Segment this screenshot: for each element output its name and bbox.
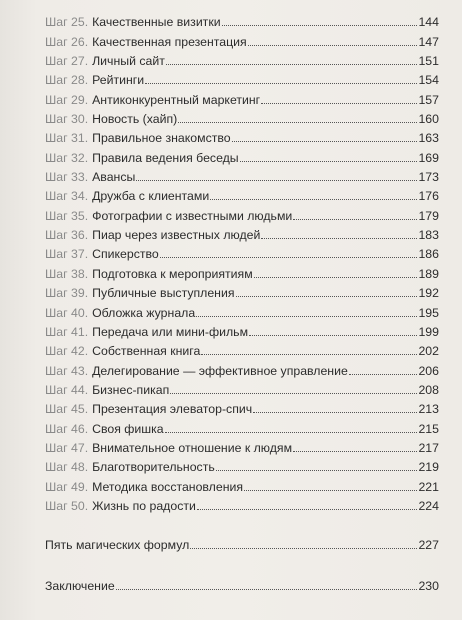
toc-entry — [45, 10, 439, 29]
toc-title: Пять магических формул — [45, 538, 190, 553]
toc-title: Фотографии с известными людьми — [92, 208, 293, 223]
toc-title: Подготовка к мероприятиям — [92, 266, 253, 281]
toc-entry — [45, 474, 439, 493]
toc-entry — [45, 281, 439, 300]
dot-leader — [232, 141, 418, 142]
toc-step-label: Шаг 46. — [45, 421, 89, 436]
toc-title: Пиар через известных людей — [92, 228, 261, 243]
dot-leader — [136, 180, 417, 181]
toc-step-label: Шаг 37. — [45, 247, 89, 262]
toc-step-label: Шаг 41. — [45, 324, 89, 339]
toc-entry — [45, 397, 439, 416]
toc-entry — [45, 455, 439, 474]
toc-title: Качественная презентация — [92, 34, 247, 49]
toc-page-number: 202 — [418, 344, 439, 359]
toc-step-label: Шаг 32. — [45, 150, 89, 165]
toc-entry — [45, 436, 439, 455]
toc-page-number: 206 — [418, 363, 439, 378]
toc-title: Правила ведения беседы — [92, 150, 239, 165]
toc-title: Авансы — [92, 170, 136, 185]
toc-page-number: 147 — [418, 34, 439, 49]
toc-title: Делегирование — эффективное управление — [92, 363, 348, 378]
toc-title: Личный сайт — [92, 54, 165, 69]
toc-title: Антиконкурентный маркетинг — [92, 92, 261, 107]
toc-title: Рейтинги — [92, 73, 145, 88]
toc-title: Правильное знакомство — [92, 131, 231, 146]
toc-entry — [45, 165, 439, 184]
toc-step-label: Шаг 27. — [45, 54, 89, 69]
dot-leader — [249, 335, 417, 336]
toc-page-number: 219 — [418, 460, 439, 475]
toc-page-number: 217 — [418, 440, 439, 455]
toc-entry — [45, 87, 439, 106]
toc-page-number: 224 — [418, 498, 439, 513]
dot-leader — [349, 374, 418, 375]
toc-step-label: Шаг 44. — [45, 382, 89, 397]
toc-page-number: 221 — [418, 479, 439, 494]
toc-title: Дружба с клиентами — [92, 189, 210, 204]
toc-step-label: Шаг 30. — [45, 112, 89, 127]
toc-step-label: Шаг 38. — [45, 266, 89, 281]
toc-title: Передача или мини-фильм — [92, 324, 249, 339]
dot-leader — [261, 238, 417, 239]
toc-entry — [45, 49, 439, 68]
toc-page-number: 215 — [418, 421, 439, 436]
toc-title: Собственная книга — [92, 344, 201, 359]
toc-title: Методика восстановления — [92, 479, 244, 494]
dot-leader — [240, 161, 418, 162]
toc-title: Публичные выступления — [92, 286, 235, 301]
toc-step-label: Шаг 48. — [45, 460, 89, 475]
toc-page-number: 230 — [418, 579, 439, 594]
dot-leader — [244, 490, 417, 491]
dot-leader — [210, 199, 417, 200]
toc-step-label: Шаг 42. — [45, 344, 89, 359]
toc-page-number: 186 — [418, 247, 439, 262]
dot-leader — [165, 432, 418, 433]
toc-page-number: 154 — [418, 73, 439, 88]
toc-page-number: 169 — [418, 150, 439, 165]
toc-page-number: 208 — [418, 382, 439, 397]
toc-title: Обложка журнала — [92, 305, 196, 320]
toc-entry — [45, 378, 439, 397]
toc-step-label: Шаг 36. — [45, 228, 89, 243]
toc-page-number: 151 — [418, 54, 439, 69]
toc-step-label: Шаг 49. — [45, 479, 89, 494]
toc-step-label: Шаг 45. — [45, 402, 89, 417]
toc-entry — [45, 29, 439, 48]
toc-step-label: Шаг 40. — [45, 305, 89, 320]
toc-title: Заключение — [45, 579, 115, 594]
dot-leader — [178, 122, 417, 123]
toc-page-number: 199 — [418, 324, 439, 339]
toc-step-label: Шаг 31. — [45, 131, 89, 146]
toc-page-number: 192 — [418, 286, 439, 301]
dot-leader — [293, 219, 417, 220]
toc-step-label: Шаг 33. — [45, 170, 89, 185]
dot-leader — [253, 412, 417, 413]
toc-page-number: 189 — [418, 266, 439, 281]
toc-entry — [45, 203, 439, 222]
toc-title: Бизнес-пикап — [92, 382, 170, 397]
dot-leader — [116, 589, 418, 590]
toc-step-label: Шаг 43. — [45, 363, 89, 378]
toc-title: Своя фишка — [92, 421, 164, 436]
toc-step-label: Шаг 50. — [45, 498, 89, 513]
toc-page-number: 163 — [418, 131, 439, 146]
toc-page-number: 227 — [418, 538, 439, 553]
toc-step-label: Шаг 35. — [45, 208, 89, 223]
dot-leader — [248, 45, 418, 46]
toc-title: Внимательное отношение к людям — [92, 440, 293, 455]
toc-entry — [45, 494, 439, 513]
toc-page-number: 213 — [418, 402, 439, 417]
toc-step-label: Шаг 25. — [45, 15, 89, 30]
dot-leader — [190, 548, 417, 549]
toc-entry — [45, 533, 439, 552]
toc-step-label: Шаг 26. — [45, 34, 89, 49]
toc-entry — [45, 184, 439, 203]
toc-entry — [45, 320, 439, 339]
toc-page-number: 160 — [418, 112, 439, 127]
table-of-contents — [45, 10, 439, 513]
toc-step-label: Шаг 39. — [45, 286, 89, 301]
toc-page-number: 176 — [418, 189, 439, 204]
toc-title: Спикерство — [92, 247, 159, 262]
toc-title: Жизнь по радости — [92, 498, 196, 513]
toc-page-number: 173 — [418, 170, 439, 185]
toc-entry — [45, 358, 439, 377]
dot-leader — [216, 470, 418, 471]
toc-page-number: 183 — [418, 228, 439, 243]
toc-page-number: 195 — [418, 305, 439, 320]
toc-entry — [45, 126, 439, 145]
toc-page-number: 179 — [418, 208, 439, 223]
toc-entry — [45, 416, 439, 435]
dot-leader — [254, 277, 418, 278]
toc-step-label: Шаг 47. — [45, 440, 89, 455]
dot-leader — [196, 316, 417, 317]
toc-title: Качественные визитки — [92, 15, 221, 30]
toc-title: Благотворительность — [92, 460, 215, 475]
toc-entry — [45, 242, 439, 261]
dot-leader — [197, 509, 418, 510]
toc-step-label: Шаг 29. — [45, 92, 89, 107]
dot-leader — [166, 64, 418, 65]
dot-leader — [261, 103, 417, 104]
dot-leader — [170, 393, 417, 394]
toc-section-conclusion — [45, 574, 439, 593]
dot-leader — [201, 354, 417, 355]
toc-entry — [45, 261, 439, 280]
dot-leader — [293, 451, 417, 452]
toc-entry — [45, 300, 439, 319]
toc-title: Презентация элеватор-спич — [92, 402, 253, 417]
toc-step-label: Шаг 28. — [45, 73, 89, 88]
dot-leader — [160, 257, 418, 258]
toc-entry — [45, 145, 439, 164]
toc-step-label: Шаг 34. — [45, 189, 89, 204]
toc-entry — [45, 574, 439, 593]
toc-title: Новость (хайп) — [92, 112, 178, 127]
toc-section-formulas — [45, 533, 439, 552]
toc-entry — [45, 223, 439, 242]
toc-entry — [45, 107, 439, 126]
dot-leader — [145, 83, 417, 84]
dot-leader — [236, 296, 418, 297]
toc-page-number: 157 — [418, 92, 439, 107]
toc-entry — [45, 339, 439, 358]
dot-leader — [222, 25, 418, 26]
toc-page-number: 144 — [418, 15, 439, 30]
toc-entry — [45, 68, 439, 87]
